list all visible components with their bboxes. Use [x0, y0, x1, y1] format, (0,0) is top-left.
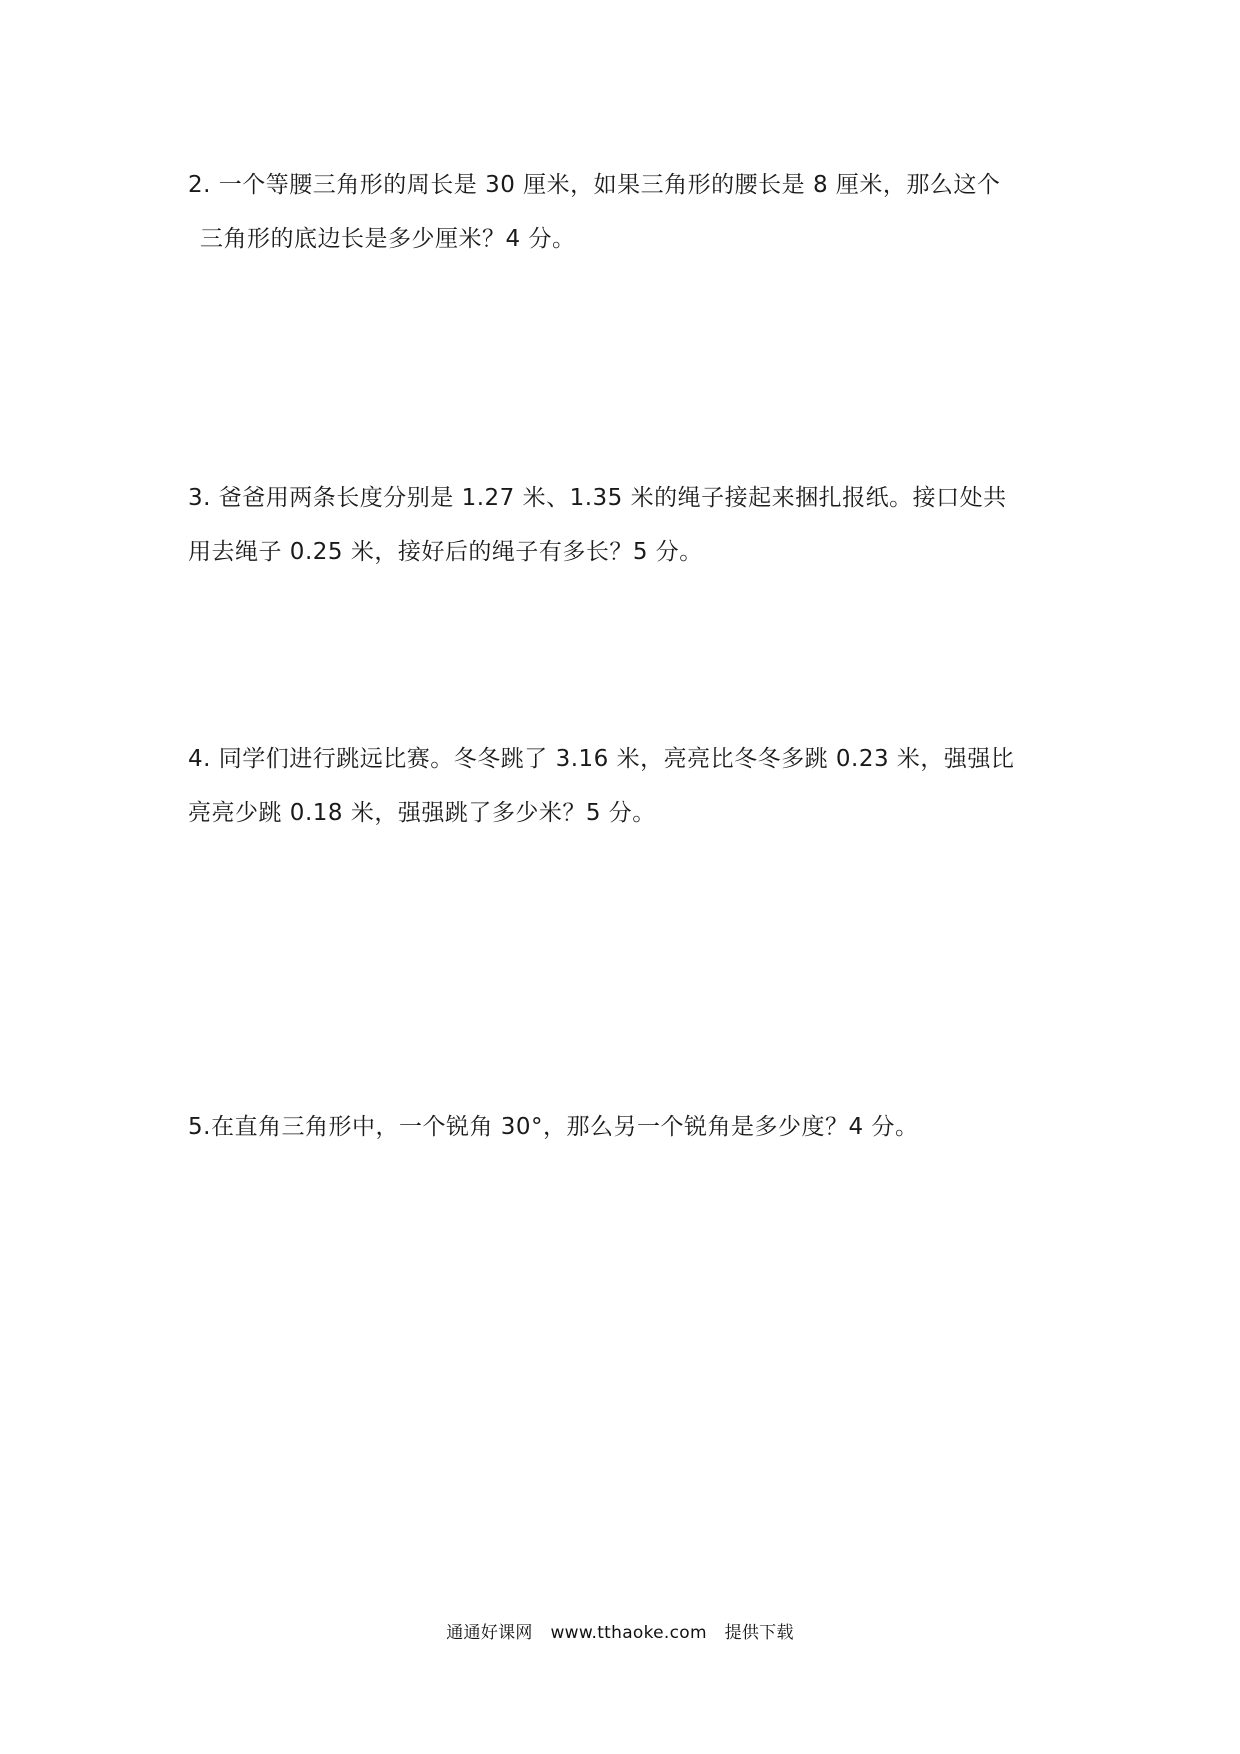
question-4-line-1: 4. 同学们进行跳远比赛。冬冬跳了 3.16 米，亮亮比冬冬多跳 0.23 米，强强比 — [188, 746, 1015, 772]
question-5 — [188, 1100, 1068, 1154]
question-2-line-2: 三角形的底边长是多少厘米？4 分。 — [200, 226, 576, 252]
footer-site-name: 通通好课网 — [446, 1623, 533, 1643]
question-5-line-1: 5.在直角三角形中，一个锐角 30°，那么另一个锐角是多少度？4 分。 — [188, 1114, 919, 1140]
footer-url[interactable]: www.tthaoke.com — [550, 1623, 707, 1643]
question-2 — [188, 158, 1068, 266]
question-4 — [188, 732, 1068, 840]
question-3 — [188, 471, 1068, 579]
footer-suffix: 提供下载 — [724, 1623, 794, 1643]
question-4-line-2: 亮亮少跳 0.18 米，强强跳了多少米？5 分。 — [188, 800, 656, 826]
page-footer — [0, 1618, 1240, 1643]
question-2-line-1: 2. 一个等腰三角形的周长是 30 厘米，如果三角形的腰长是 8 厘米，那么这个 — [188, 172, 1001, 198]
question-3-line-2: 用去绳子 0.25 米，接好后的绳子有多长？5 分。 — [188, 539, 703, 565]
question-3-line-1: 3. 爸爸用两条长度分别是 1.27 米、1.35 米的绳子接起来捆扎报纸。接口处共 — [188, 485, 1007, 511]
